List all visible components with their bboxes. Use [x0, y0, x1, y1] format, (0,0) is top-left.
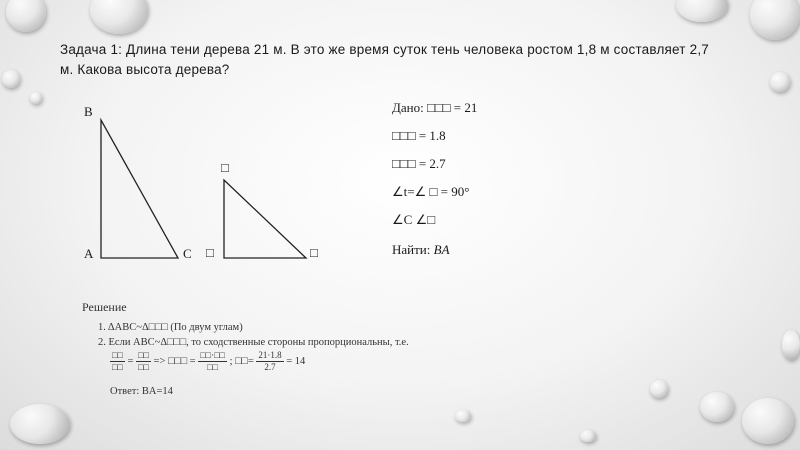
solution-step-1: 1. ΔABC~Δ□□□ (По двум углам) — [98, 322, 243, 333]
solution-answer: Ответ: BA=14 — [110, 386, 173, 397]
water-drop-decoration — [6, 0, 46, 32]
equation-fraction: $\frac{□□}{□□}$ — [138, 350, 149, 372]
symbol-placeholder-icon: □□□ — [392, 128, 416, 143]
water-drop-decoration — [770, 72, 790, 92]
symbol-placeholder-icon: □□□ — [392, 156, 416, 171]
symbol-placeholder-icon: □□□ — [426, 100, 451, 115]
vertex-label-c: C — [183, 246, 192, 261]
vertex-label-small-right: □ — [310, 245, 318, 260]
water-drop-decoration — [580, 430, 596, 442]
water-drop-decoration — [90, 0, 148, 34]
water-drop-decoration — [10, 404, 70, 444]
given-find: Найти: BA — [392, 242, 450, 257]
task-line-1: Задача 1: Длина тени дерева 21 м. В это же время суток тень человека ростом 1,8 м составляет 2,7 — [60, 42, 709, 57]
solution-equation: $\frac{□□}{□□}$ = $\frac{□□}{□□}$ => □□□ = $\frac{□□\cdot□□}{□□}$ ; □□= $\frac{21\cdot 1.8}{2.7}$ = 14 — [112, 350, 306, 372]
given-line-2: □□□ = 1.8 — [392, 128, 446, 143]
equation-fraction: $\frac{21\cdot 1.8}{2.7}$ — [258, 350, 282, 372]
water-drop-decoration — [455, 410, 471, 422]
vertex-label-b: B — [84, 104, 93, 119]
symbol-placeholder-icon: □ — [429, 184, 438, 199]
water-drop-decoration — [750, 0, 800, 40]
water-drop-decoration — [650, 380, 668, 398]
vertex-label-small-left: □ — [206, 245, 214, 260]
vertex-label-a: A — [84, 246, 94, 261]
big-triangle — [101, 120, 178, 258]
equation-result: = 14 — [286, 355, 306, 367]
task-line-2: м. Какова высота дерева? — [60, 62, 230, 77]
given-line-5: ∠C ∠□ — [392, 212, 436, 227]
solution-step-2: 2. Если ABC~Δ□□□, то сходственные стороны пропорциональны, т.е. — [98, 337, 409, 348]
water-drop-decoration — [2, 70, 20, 88]
vertex-label-small-top: □ — [221, 160, 229, 175]
given-line-4: ∠t=∠ □ = 90° — [392, 184, 470, 199]
equation-fraction: $\frac{□□\cdot□□}{□□}$ — [200, 350, 225, 372]
water-drop-decoration — [30, 92, 42, 104]
water-drop-decoration — [782, 330, 800, 360]
task-statement — [60, 40, 760, 80]
small-triangle — [224, 180, 306, 258]
water-drop-decoration — [700, 392, 734, 422]
equation-fraction: $\frac{□□}{□□}$ — [112, 350, 123, 372]
given-line-3: □□□ = 2.7 — [392, 156, 446, 171]
given-line-1: Дано: □□□ = 21 — [392, 100, 478, 115]
given-title: Дано: — [392, 100, 424, 115]
water-drop-decoration — [676, 0, 728, 22]
water-drop-decoration — [742, 398, 794, 444]
solution-title: Решение — [82, 300, 127, 314]
